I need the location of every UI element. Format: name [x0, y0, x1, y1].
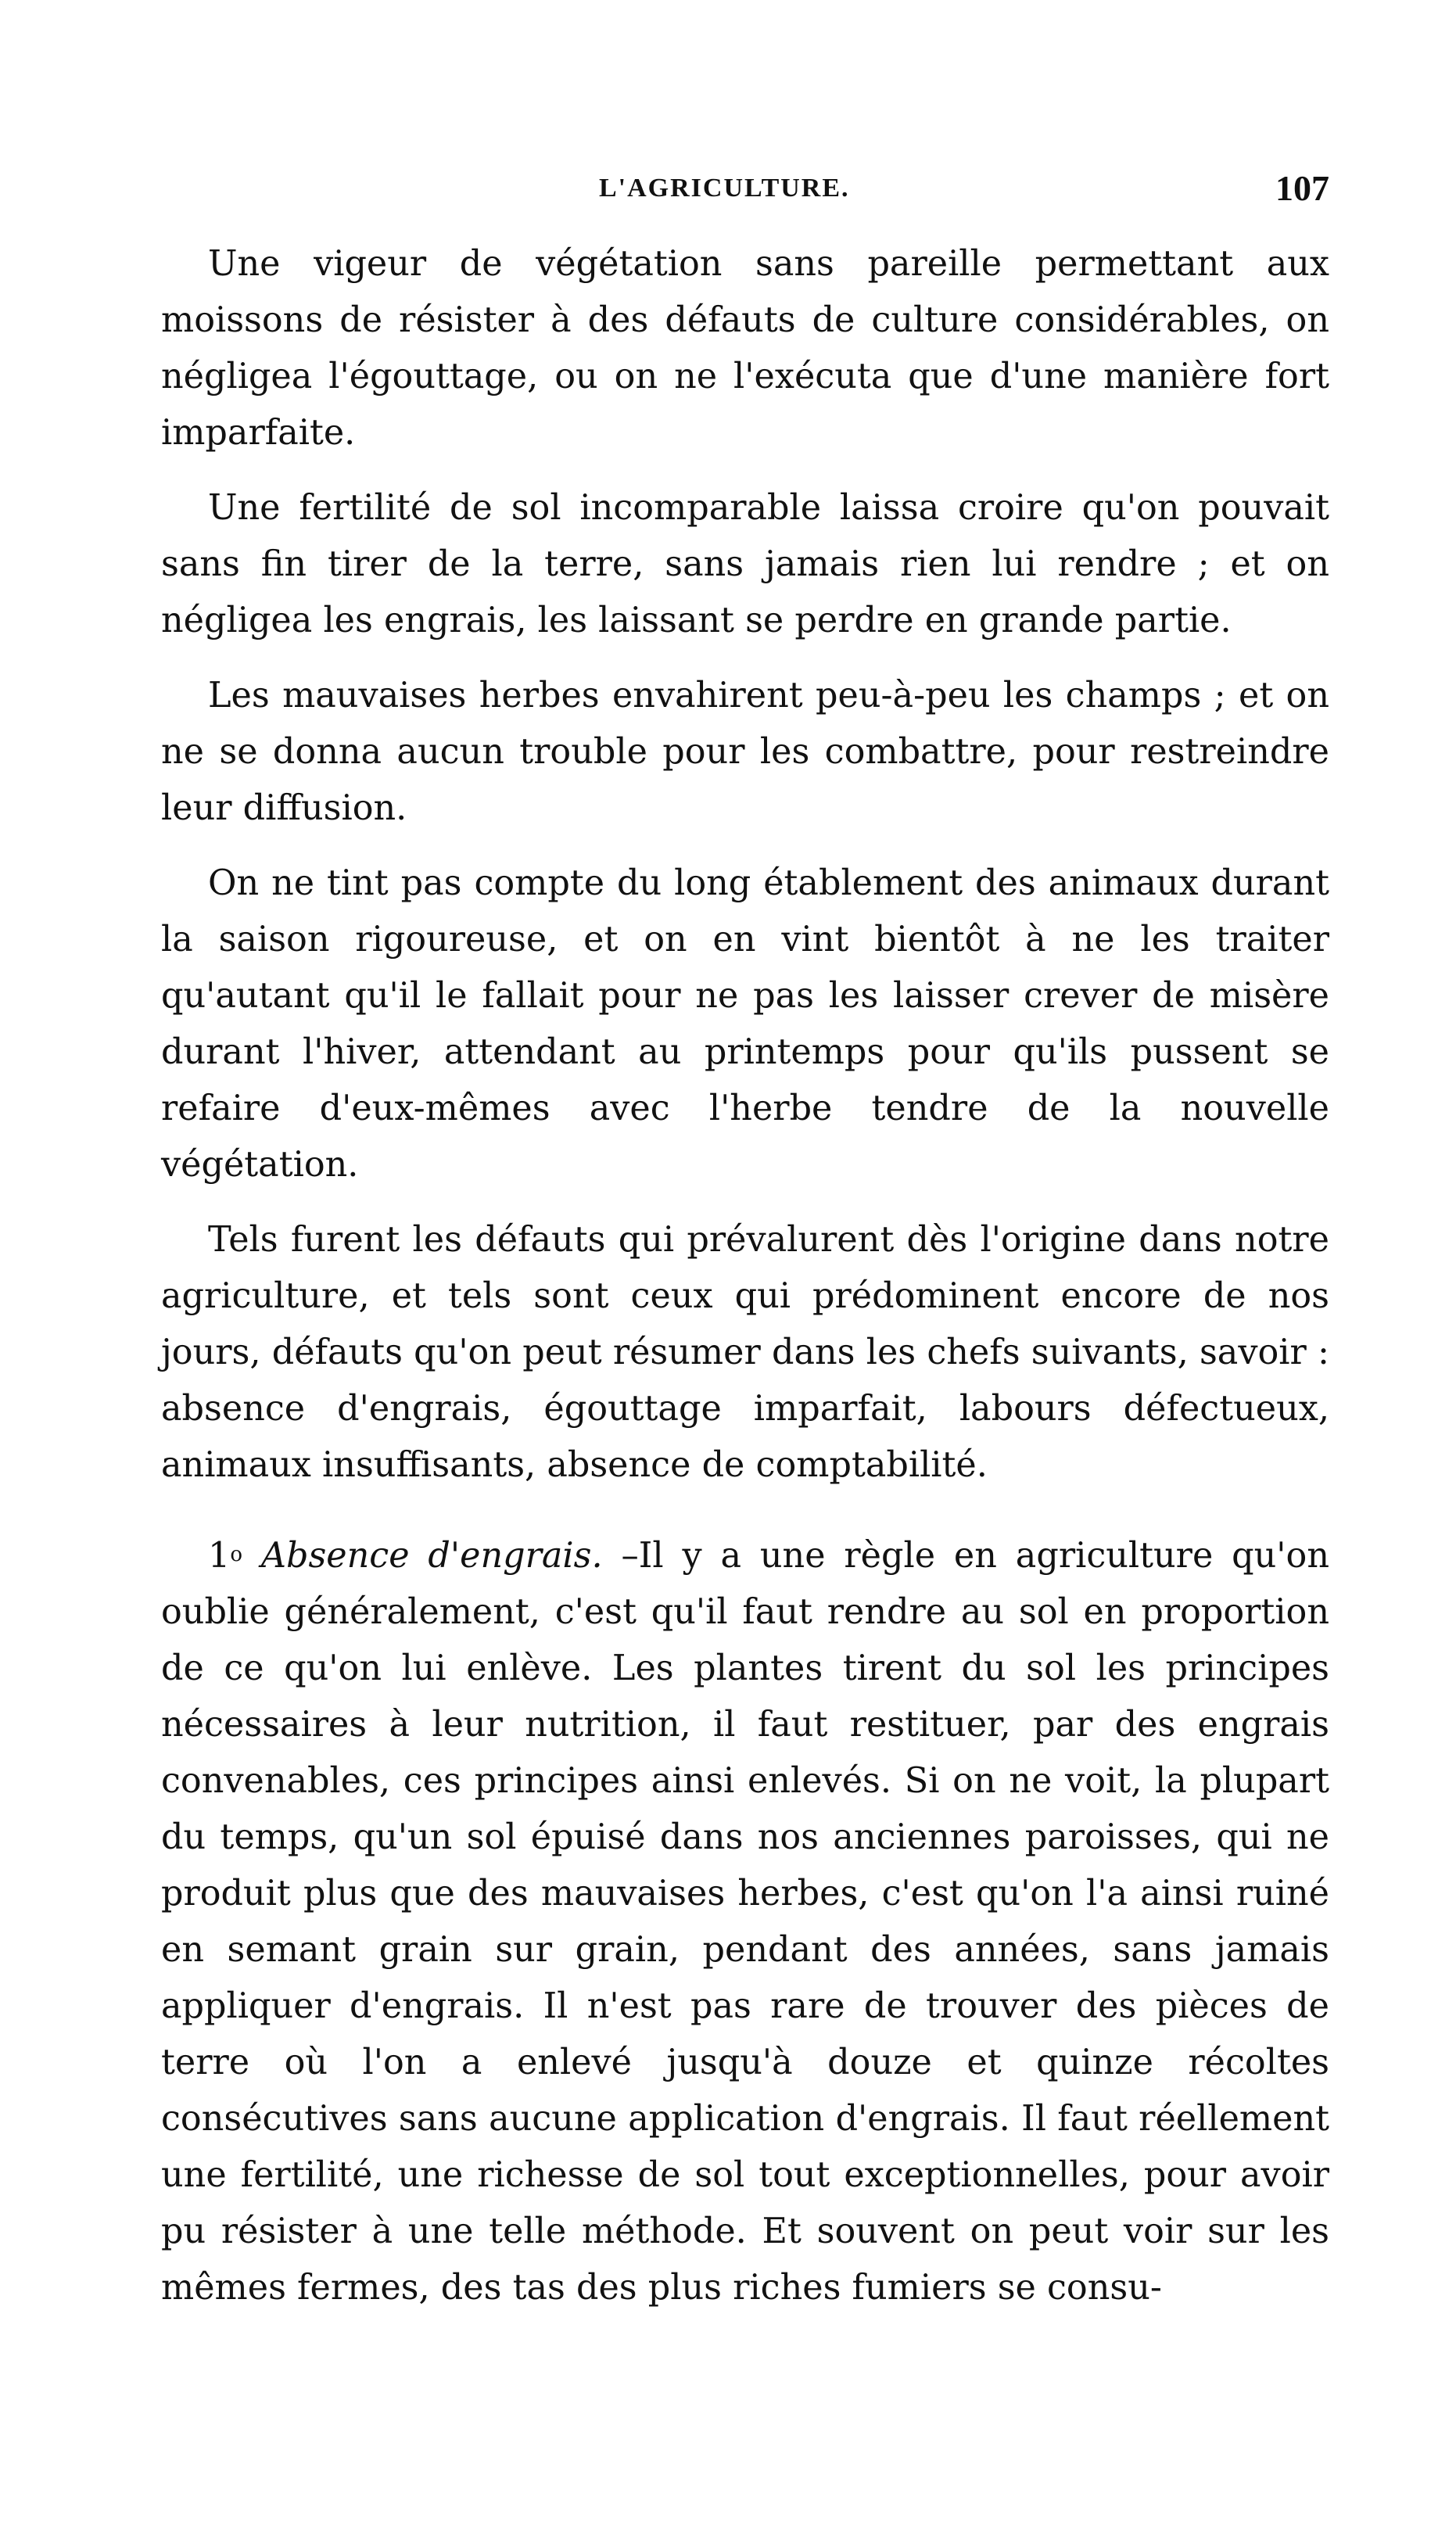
page-number: 107: [1275, 168, 1329, 208]
page-header: [161, 167, 1329, 214]
paragraph: Une fertilité de sol incomparable laissa croire qu'on pouvait sans fin tirer de la terre, sans jamais rien lui rendre ; et on négligea les engrais, les laissant se perdre en grande partie.: [161, 488, 1329, 640]
section-text: –Il y a une règle en agriculture qu'on oublie généralement, c'est qu'il faut rendre au sol en proportion de ce qu'on lui enlève. Les plantes tirent du sol les principes nécessaires à leur nutrition, il faut restituer, par des engrais convenables, ces principes ainsi enlevés. Si on ne voit, la plupart du temps, qu'un sol épuisé dans nos anciennes paroisses, qui ne produit plus que des mauvaises herbes, c'est qu'on l'a ainsi ruiné en semant grain sur grain, pendant des années, sans jamais appliquer d'engrais. Il n'est pas rare de trouver des pièces de terre où l'on a enlevé jusqu'à douze et quinze récoltes consécutives sans aucune application d'engrais. Il faut réellement une fertilité, une richesse de sol tout exceptionnelles, pour avoir pu résister à une telle méthode. Et souvent on peut voir sur les mêmes fermes, des tas des plus riches fumiers se consu-: [161, 1536, 1329, 2308]
body-text: [161, 236, 1329, 2316]
section-number-mark: o: [230, 1543, 242, 1566]
section-paragraph: [161, 1528, 1329, 2316]
section-title: Absence d'engrais.: [260, 1536, 603, 1576]
paragraph: On ne tint pas compte du long établement des animaux durant la saison rigoureuse, et on en vint bientôt à ne les traiter qu'autant qu'il le fallait pour ne pas les laisser crever de misère durant l'hiver, attendant au printemps pour qu'ils pussent se refaire d'eux-mêmes avec l'herbe tendre de la nouvelle végétation.: [161, 863, 1329, 1185]
paragraph: Tels furent les défauts qui prévalurent dès l'origine dans notre agriculture, et tels sont ceux qui prédominent encore de nos jours, défauts qu'on peut résumer dans les chefs suivants, savoir : absence d'engrais, égouttage imparfait, labours défectueux, animaux insuffisants, absence de comptabilité.: [161, 1220, 1329, 1485]
running-head: L'AGRICULTURE.: [599, 174, 850, 203]
paragraph: Les mauvaises herbes envahirent peu-à-peu les champs ; et on ne se donna aucun trouble pour les combattre, pour restreindre leur diffusion.: [161, 676, 1329, 828]
paragraph: Une vigeur de végétation sans pareille permettant aux moissons de résister à des défauts de culture considérables, on négligea l'égouttage, ou on ne l'exécuta que d'une manière fort imparfaite.: [161, 244, 1329, 453]
section-number-digit: 1: [208, 1536, 231, 1576]
section-number: [208, 1536, 242, 1576]
